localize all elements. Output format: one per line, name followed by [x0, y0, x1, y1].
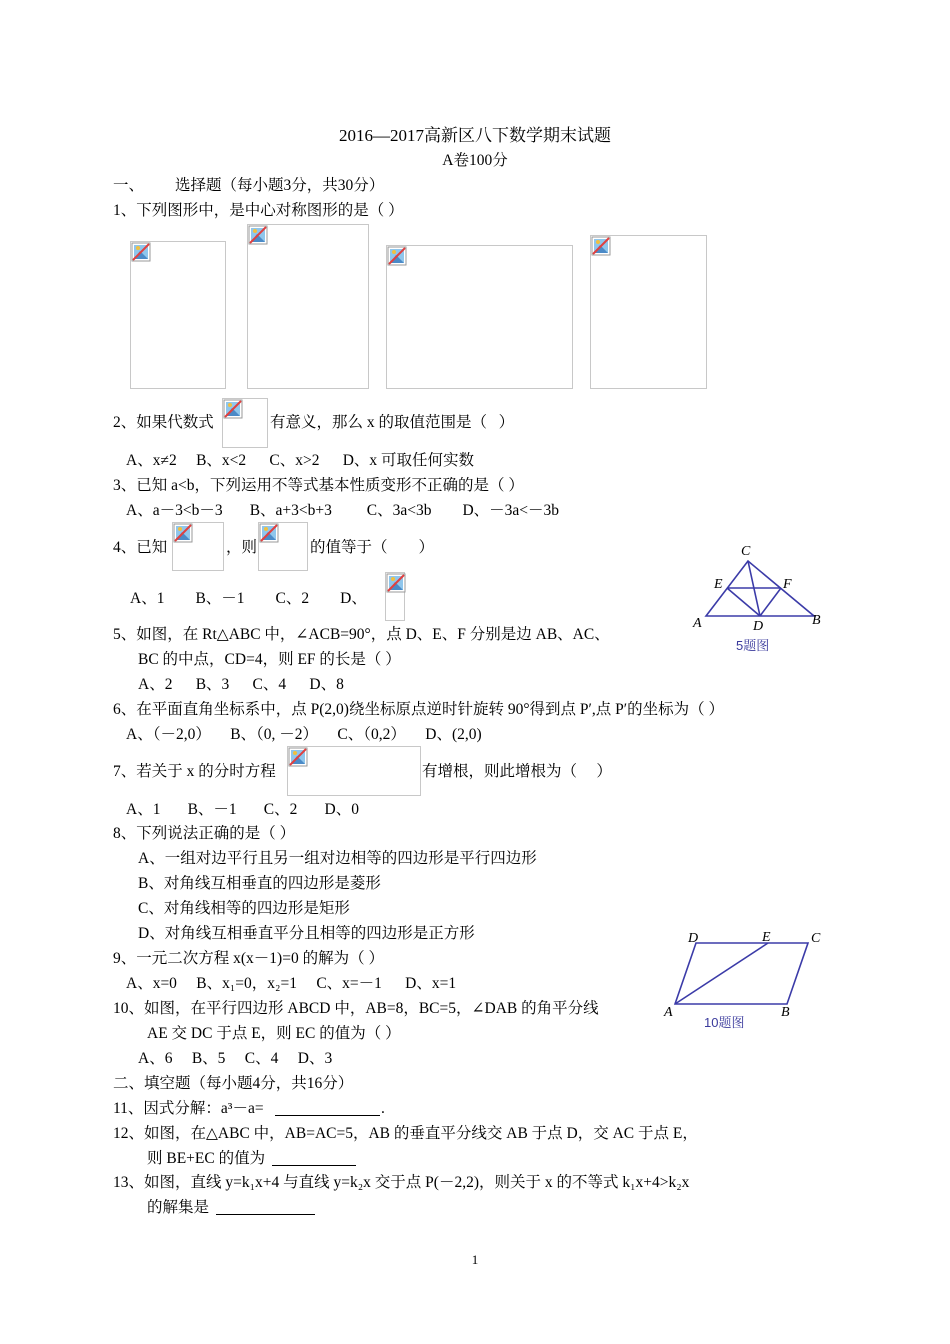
fig10-label-b: B [781, 1005, 790, 1020]
question-1: 1、下列图形中，是中心对称图形的是（ ） [113, 202, 404, 219]
fig10-label-e: E [762, 930, 771, 945]
question-2-end: 有意义，那么 x 的取值范围是（ ） [270, 414, 515, 431]
q4-option-d-image [385, 572, 405, 621]
fig5-caption: 5题图 [736, 638, 770, 653]
broken-image-icon [248, 225, 268, 245]
q1-option-image-d [590, 235, 707, 389]
question-8: 8、下列说法正确的是（ ） [113, 825, 296, 842]
broken-image-icon [259, 523, 279, 543]
question-4-end: 的值等于（ ） [310, 539, 435, 556]
fig5-label-d: D [753, 619, 764, 634]
question-13-line1: 13、如图，直线 y=k₁x+4 与直线 y=k₂x 交于点 P(－2,2)，则关于 x 的不等式 k₁x+4>k₂x [113, 1174, 690, 1191]
q7-equation-image [287, 746, 421, 796]
broken-image-icon [223, 399, 243, 419]
question-10-options: A、6 B、5 C、4 D、3 [138, 1050, 333, 1067]
question-6-options: A、（－2,0） B、（0, －2） C、（0,2） D、(2,0) [126, 726, 482, 743]
question-11-end: . [381, 1100, 385, 1117]
question-3-options: A、a－3<b－3 B、a+3<b+3 C、3a<3b D、－3a<－3b [126, 502, 560, 519]
broken-image-icon [591, 236, 611, 256]
broken-image-icon [173, 523, 193, 543]
page-title: 2016—2017高新区八下数学期末试题 [339, 126, 611, 145]
question-5-options: A、2 B、3 C、4 D、8 [138, 676, 344, 693]
section-heading-choice: 一、 选择题（每小题3分，共30分） [113, 177, 385, 194]
page-number: 1 [471, 1252, 479, 1267]
q2-expression-image [222, 398, 268, 448]
question-10-line2: AE 交 DC 于点 E，则 EC 的值为（ ） [147, 1025, 401, 1042]
question-13-line2: 的解集是 [147, 1199, 210, 1216]
question-9: 9、一元二次方程 x(x－1)=0 的解为（ ） [113, 950, 384, 967]
section-heading-fill: 二、填空题（每小题4分，共16分） [113, 1075, 354, 1092]
q1-option-image-c [386, 245, 573, 389]
broken-image-icon [386, 573, 406, 593]
broken-image-icon [131, 242, 151, 262]
question-8-option-a: A、一组对边平行且另一组对边相等的四边形是平行四边形 [138, 850, 537, 867]
fig10-label-c: C [811, 931, 821, 946]
q12-answer-blank[interactable] [272, 1150, 356, 1166]
fig5-label-a: A [693, 616, 702, 631]
fig5-label-e: E [714, 577, 723, 592]
figure-q5-triangle [688, 538, 838, 658]
figure-q10-parallelogram [660, 926, 835, 1038]
q1-option-image-a [130, 241, 226, 389]
q1-option-image-b [247, 224, 369, 389]
fig5-label-b: B [812, 613, 821, 628]
question-2-options: A、x≠2 B、x<2 C、x>2 D、x 可取任何实数 [126, 452, 475, 469]
question-12-line1: 12、如图，在△ABC 中，AB=AC=5，AB 的垂直平分线交 AB 于点 D，交 AC 于点 E， [113, 1125, 698, 1142]
q4-expression-image [258, 522, 308, 571]
question-8-option-c: C、对角线相等的四边形是矩形 [138, 900, 350, 917]
question-8-option-d: D、对角线互相垂直平分且相等的四边形是正方形 [138, 925, 475, 942]
question-4-mid: ，则 [226, 539, 258, 556]
question-6: 6、在平面直角坐标系中，点 P(2,0)绕坐标原点逆时针旋转 90°得到点 P′,点 P′的坐标为（ ） [113, 701, 725, 718]
question-3: 3、已知 a<b，下列运用不等式基本性质变形不正确的是（ ） [113, 477, 524, 494]
question-2-start: 2、如果代数式 [113, 414, 214, 431]
question-12-line2: 则 BE+EC 的值为 [147, 1150, 266, 1167]
question-5-line2: BC 的中点，CD=4，则 EF 的长是（ ） [138, 651, 401, 668]
question-7-options: A、1 B、－1 C、2 D、0 [126, 801, 359, 818]
broken-image-icon [387, 246, 407, 266]
q11-answer-blank[interactable] [275, 1100, 380, 1116]
page-subtitle: A卷100分 [442, 152, 508, 169]
question-11: 11、因式分解：a³－a= [113, 1100, 264, 1117]
fig5-label-c: C [741, 544, 751, 559]
question-5-line1: 5、如图，在 Rt△ABC 中，∠ACB=90°，点 D、E、F 分别是边 AB、AC、 [113, 626, 610, 643]
fig10-caption: 10题图 [704, 1015, 745, 1030]
question-7-start: 7、若关于 x 的分时方程 [113, 763, 276, 780]
broken-image-icon [288, 747, 308, 767]
question-9-options: A、x=0 B、x₁=0，x₂=1 C、x=－1 D、x=1 [126, 975, 457, 992]
fig10-label-d: D [688, 931, 699, 946]
q13-answer-blank[interactable] [216, 1199, 315, 1215]
question-10-line1: 10、如图，在平行四边形 ABCD 中，AB=8，BC=5，∠DAB 的角平分线 [113, 1000, 599, 1017]
q4-given-image [172, 522, 224, 571]
fig10-label-a: A [664, 1005, 673, 1020]
fig5-label-f: F [783, 577, 792, 592]
question-4-start: 4、已知 [113, 539, 168, 556]
question-4-options: A、1 B、－1 C、2 D、 [130, 590, 367, 607]
question-7-end: 有增根，则此增根为（ ） [422, 763, 612, 780]
question-8-option-b: B、对角线互相垂直的四边形是菱形 [138, 875, 381, 892]
